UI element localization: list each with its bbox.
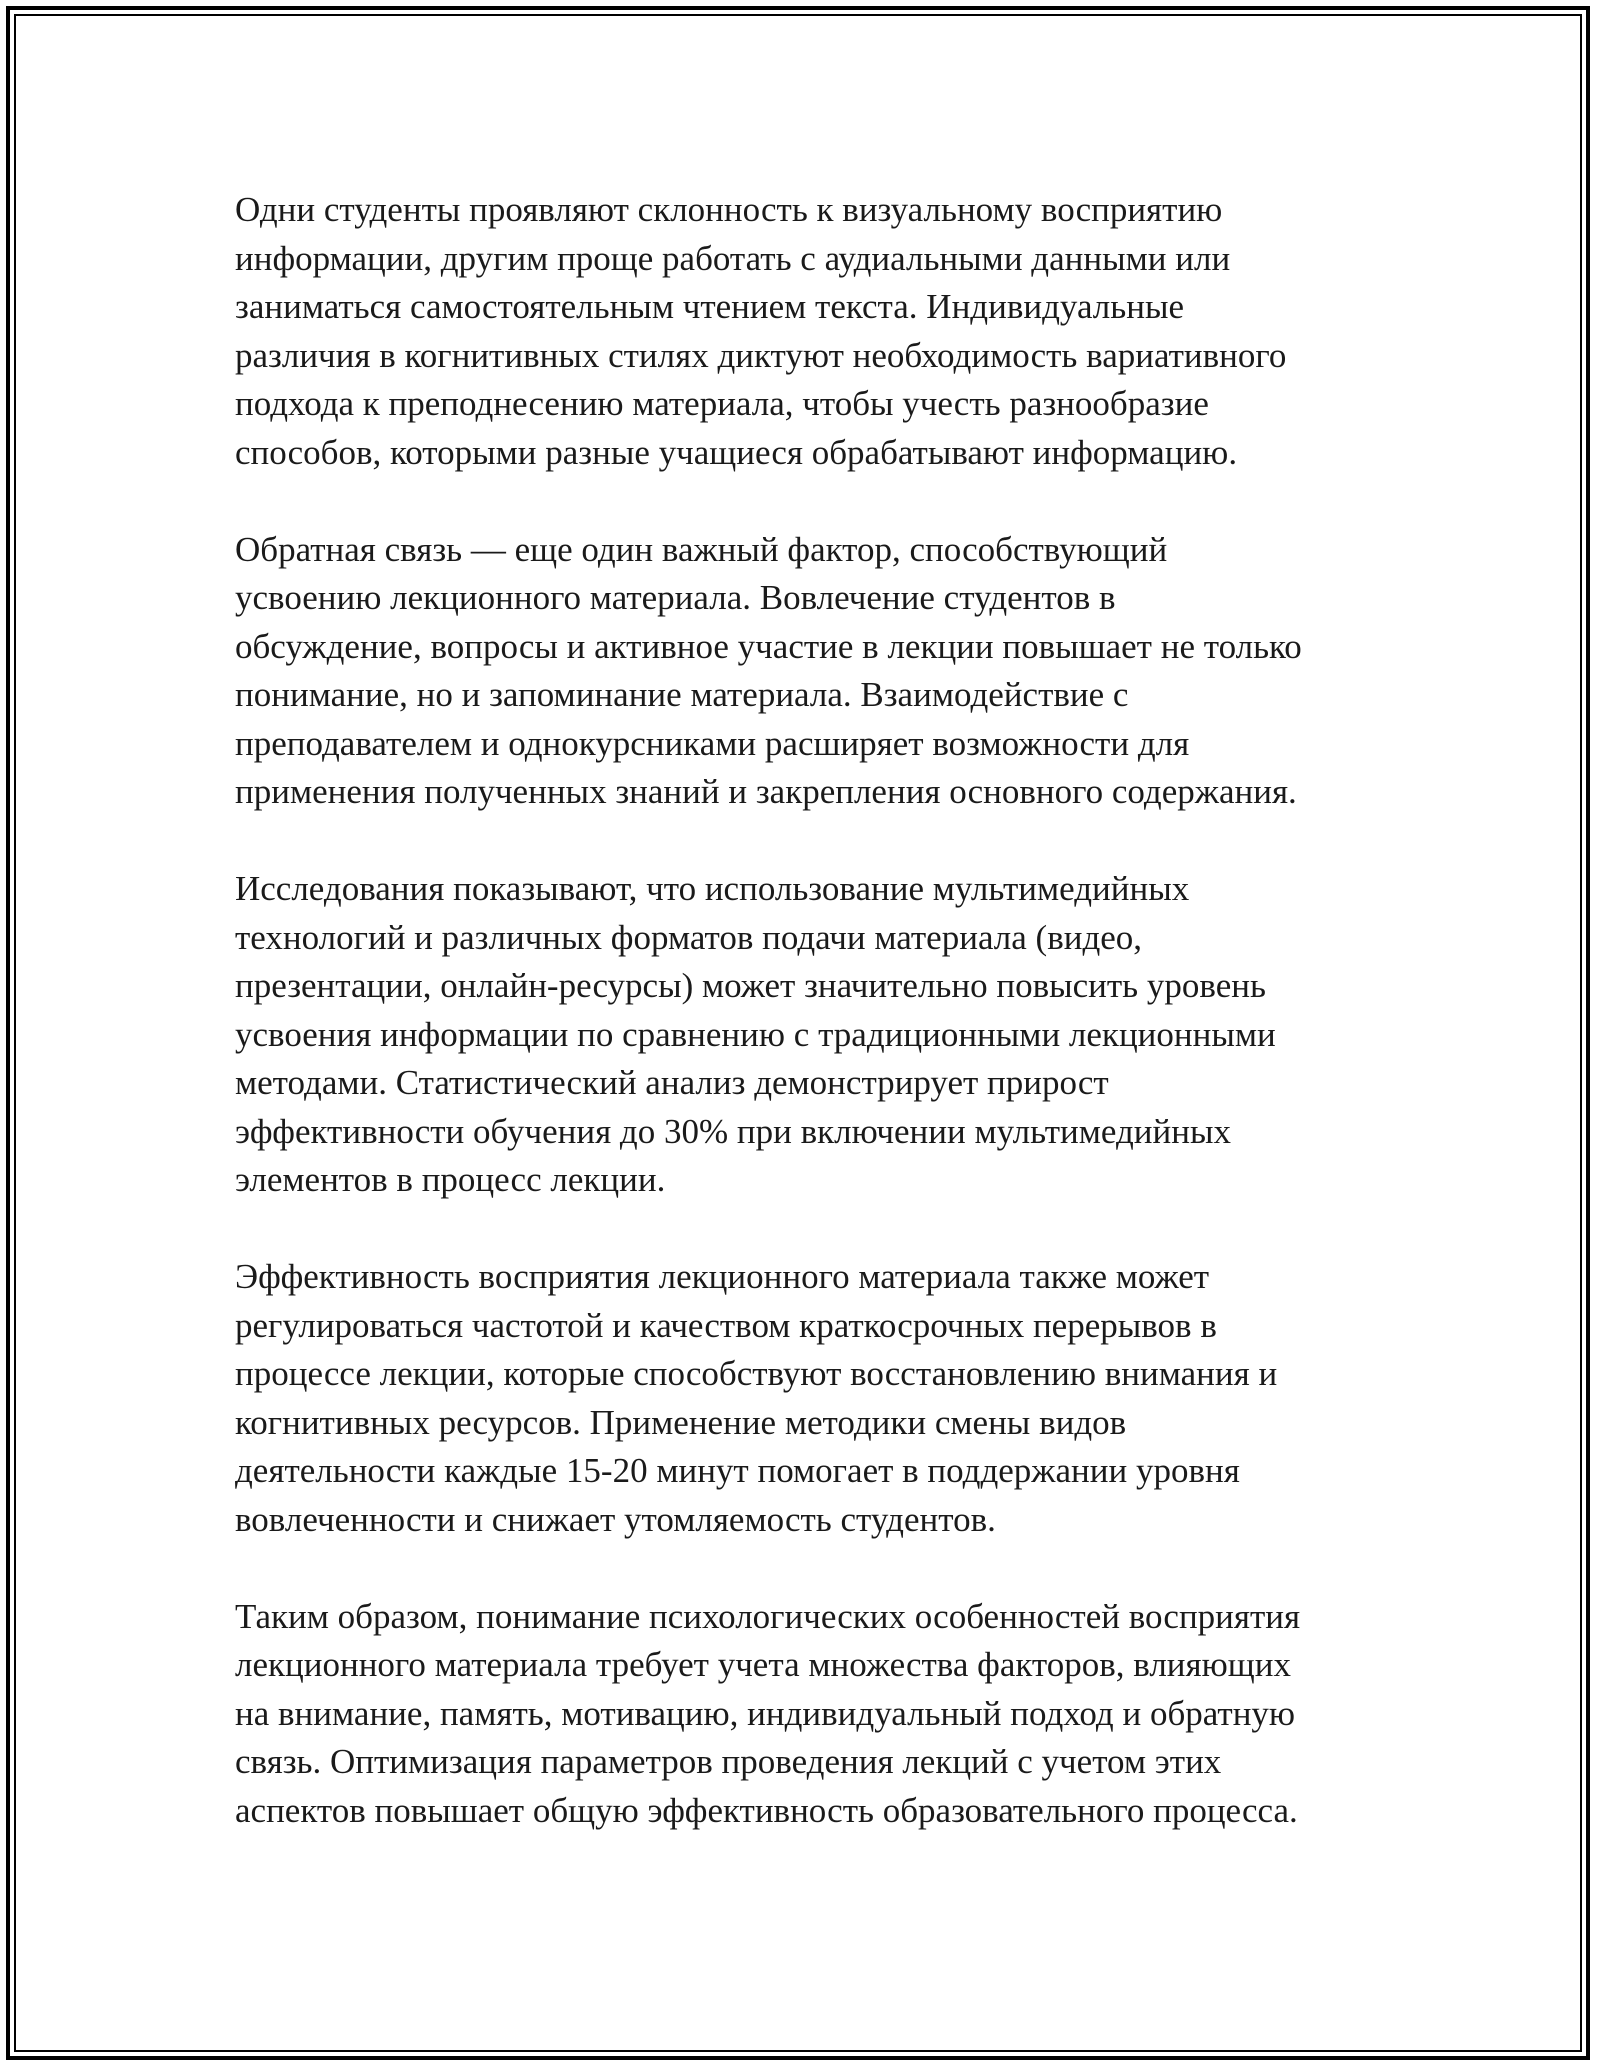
paragraph-breaks: Эффективность восприятия лекционного материала также может регулироваться частотой и качеством краткосрочных перерывов в процессе лекции, которые способствуют восстановлению внимания и когнитивных ресурсов. Применение методики смены видов деятельности каждые 15-20 минут помогает в поддержании уровня вовлеченности и снижает утомляемость студентов. [235,1257,1278,1539]
paragraph-multimedia: Исследования показывают, что использование мультимедийных технологий и различных форматов подачи материала (видео, презентации, онлайн-ресурсы) может значительно повысить уровень усвоения информации по сравнению с традиционными лекционными методами. Статистический анализ демонстрирует прирост эффективности обучения до 30% при включении мультимедийных элементов в процесс лекции. [235,869,1276,1199]
paragraph-cognitive-styles: Одни студенты проявляют склонность к визуальному восприятию информации, другим проще работать с аудиальными данными или заниматься самостоятельным чтением текста. Индивидуальные различия в когнитивных стилях диктуют необходимость вариативного подхода к преподнесению материала, чтобы учесть разнообразие способов, которыми разные учащиеся обрабатывают информацию. [235,190,1287,472]
paragraph-conclusion: Таким образом, понимание психологических особенностей восприятия лекционного материала требует учета множества факторов, влияющих на внимание, память, мотивацию, индивидуальный подход и обратную связь. Оптимизация параметров проведения лекций с учетом этих аспектов повышает общую эффективность образовательного процесса. [235,1596,1301,1830]
paragraph-feedback: Обратная связь — еще один важный фактор, способствующий усвоению лекционного материала. Вовлечение студентов в обсуждение, вопросы и активное участие в лекции повышает не только понимание, но и запоминание материала. Взаимодействие с преподавателем и однокурсниками расширяет возможности для применения полученных знаний и закрепления основного содержания. [235,529,1302,811]
document-body [235,186,1375,1835]
